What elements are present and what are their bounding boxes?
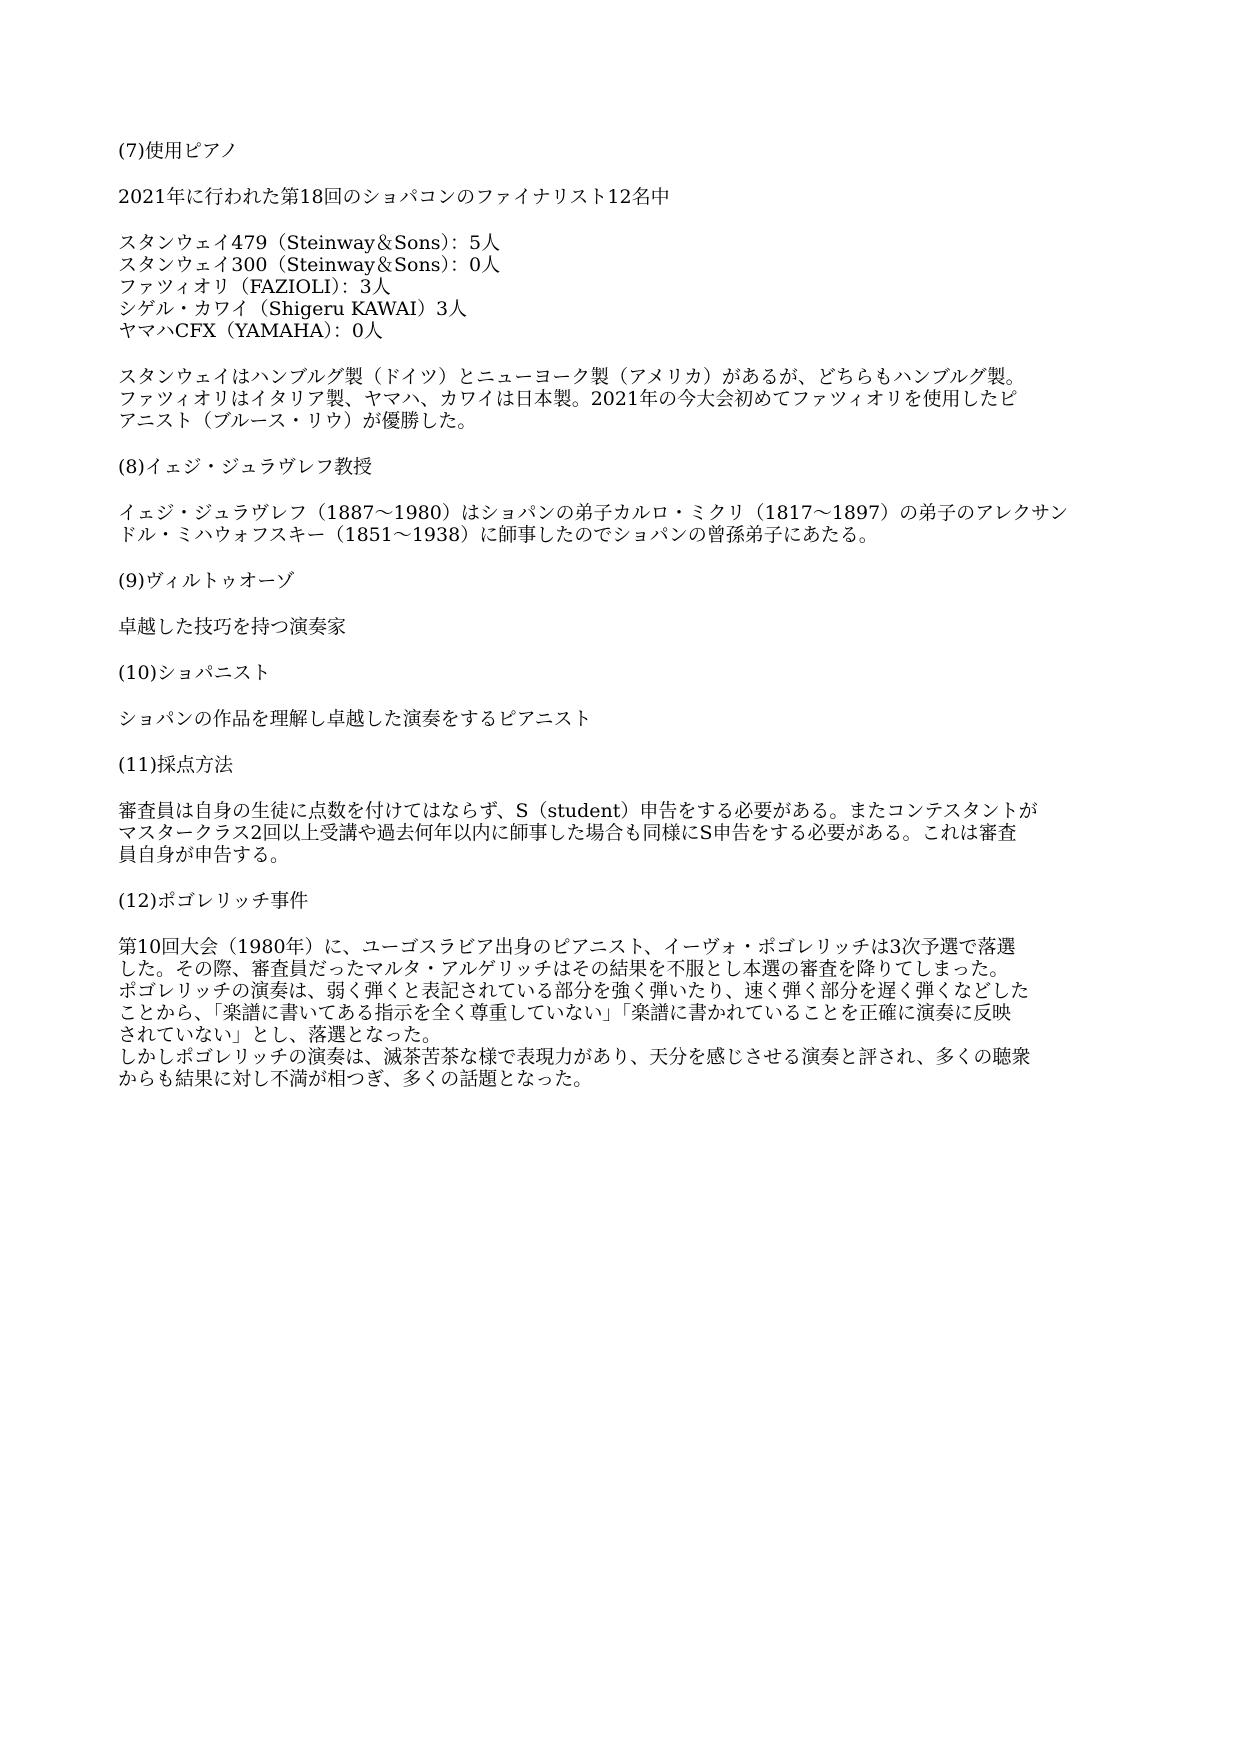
- paragraph-line: 員自身が申告する。: [118, 844, 290, 866]
- professor-paragraph: [118, 502, 1128, 546]
- heading-pogorelich: (12)ポゴレリッチ事件: [118, 890, 309, 912]
- section-pogorelich: [118, 890, 1128, 912]
- piano-intro: 2021年に行われた第18回のショパコンのファイナリスト12名中: [118, 186, 670, 208]
- paragraph-line: ファツィオリはイタリア製、ヤマハ、カワイは日本製。2021年の今大会初めてファツィオリを使用したピ: [118, 388, 1018, 410]
- paragraph-line: スタンウェイはハンブルグ製（ドイツ）とニューヨーク製（アメリカ）があるが、どちらもハンブルグ製。: [118, 366, 1025, 388]
- paragraph-line: 審査員は自身の生徒に点数を付けてはならず、S（student）申告をする必要がある。またコンテスタントが: [118, 800, 1038, 822]
- piano-list-item: ヤマハCFX（YAMAHA）：0人: [118, 320, 383, 342]
- paragraph-line: 卓越した技巧を持つ演奏家: [118, 616, 347, 638]
- section-piano: [118, 140, 1128, 162]
- piano-list: [118, 232, 1128, 342]
- scoring-paragraph: [118, 800, 1128, 866]
- heading-virtuoso: (9)ヴィルトゥオーゾ: [118, 570, 295, 592]
- heading-chopinist: (10)ショパニスト: [118, 662, 271, 684]
- section-professor: [118, 456, 1128, 478]
- paragraph-line: イェジ・ジュラヴレフ（1887〜1980）はショパンの弟子カルロ・ミクリ（1817〜1897）の弟子のアレクサン: [118, 502, 1069, 524]
- paragraph-line: マスタークラス2回以上受講や過去何年以内に師事した場合も同様にS申告をする必要がある。これは審査: [118, 822, 1017, 844]
- piano-list-item: ファツィオリ（FAZIOLI）：3人: [118, 276, 391, 298]
- paragraph-line: アニスト（ブルース・リウ）が優勝した。: [118, 410, 477, 432]
- piano-paragraph: [118, 366, 1128, 432]
- piano-list-item: シゲル・カワイ（Shigeru KAWAI）3人: [118, 298, 468, 320]
- paragraph-line: ドル・ミハウォフスキー（1851〜1938）に師事したのでショパンの曾孫弟子にあたる。: [118, 524, 878, 546]
- paragraph-line: した。その際、審査員だったマルタ・アルゲリッチはその結果を不服とし本選の審査を降りてしまった。: [118, 958, 1009, 980]
- virtuoso-paragraph: [118, 616, 1128, 638]
- pogorelich-paragraph: [118, 936, 1128, 1090]
- section-chopinist: [118, 662, 1128, 684]
- paragraph-line: からも結果に対し不満が相つぎ、多くの話題となった。: [118, 1068, 593, 1090]
- piano-list-item: スタンウェイ479（Steinway＆Sons）：5人: [118, 232, 501, 254]
- section-scoring: [118, 754, 1128, 776]
- heading-scoring: (11)採点方法: [118, 754, 234, 776]
- paragraph-line: 第10回大会（1980年）に、ユーゴスラビア出身のピアニスト、イーヴォ・ポゴレリッチは3次予選で落選: [118, 936, 1016, 958]
- paragraph-line: ポゴレリッチの演奏は、弱く弾くと表記されている部分を強く弾いたり、速く弾く部分を遅く弾くなどした: [118, 980, 1030, 1002]
- piano-list-item: スタンウェイ300（Steinway＆Sons）：0人: [118, 254, 501, 276]
- paragraph-line: ことから、「楽譜に書いてある指示を全く尊重していない」「楽譜に書かれていることを正確に演奏に反映: [118, 1002, 1012, 1024]
- heading-professor: (8)イェジ・ジュラヴレフ教授: [118, 456, 373, 478]
- paragraph-line: されていない」とし、落選となった。: [118, 1024, 442, 1046]
- document-body: [118, 140, 1128, 1114]
- section-virtuoso: [118, 570, 1128, 592]
- chopinist-paragraph: [118, 708, 1128, 730]
- paragraph-line: ショパンの作品を理解し卓越した演奏をするピアニスト: [118, 708, 592, 730]
- paragraph-line: しかしポゴレリッチの演奏は、滅茶苦茶な様で表現力があり、天分を感じさせる演奏と評され、多くの聴衆: [118, 1046, 1031, 1068]
- heading-piano: (7)使用ピアノ: [118, 140, 239, 162]
- piano-intro-block: [118, 186, 1128, 208]
